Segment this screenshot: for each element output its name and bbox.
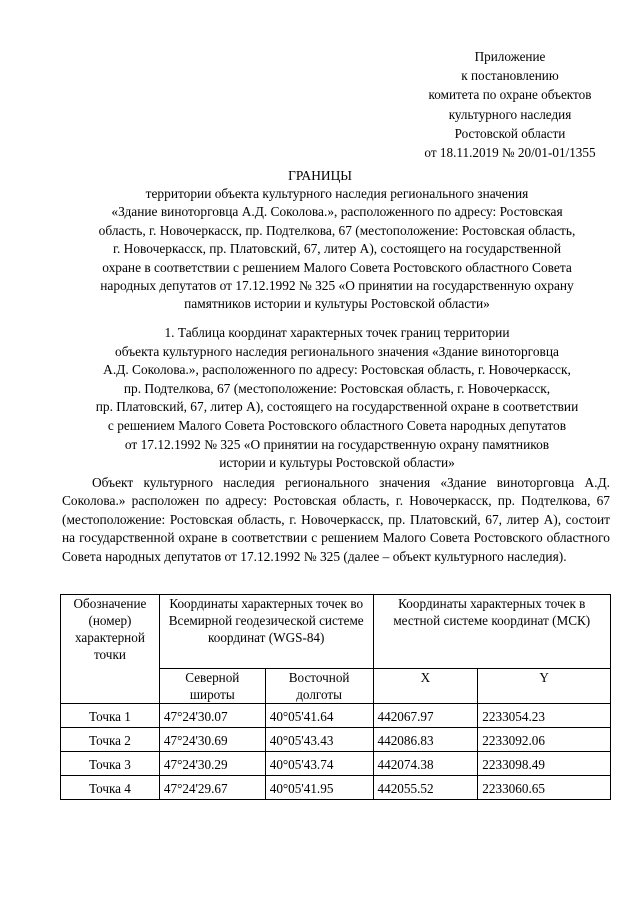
- header-latitude: Северной широты: [159, 669, 265, 704]
- cell-point: Точка 4: [61, 776, 160, 800]
- appendix-line: от 18.11.2019 № 20/01-01/1355: [424, 145, 596, 161]
- cell-point: Точка 2: [61, 728, 160, 752]
- cell-longitude: 40°05'41.95: [265, 776, 373, 800]
- title-line: охране в соответствии с решением Малого Совета Ростовского областного Совета: [102, 259, 572, 275]
- cell-latitude: 47°24'30.07: [159, 704, 265, 728]
- appendix-header: [380, 47, 640, 162]
- header-y: Y: [478, 669, 611, 704]
- table-header-row: [61, 595, 611, 669]
- cell-longitude: 40°05'43.74: [265, 752, 373, 776]
- caption-line: объекта культурного наследия регионального значения «Здание виноторговца: [115, 343, 559, 359]
- appendix-line: к постановлению: [461, 68, 559, 84]
- appendix-line: Приложение: [474, 49, 546, 64]
- table-caption: [62, 324, 612, 473]
- cell-y: 2233098.49: [478, 752, 611, 776]
- title-line: памятников истории и культуры Ростовской области»: [184, 296, 490, 312]
- table-row: [61, 728, 611, 752]
- title-line: территории объекта культурного наследия регионального значения: [145, 186, 529, 201]
- body-paragraph: Объект культурного наследия регионального значения «Здание виноторговца А.Д. Соколова.» расположен по адресу: Ростовская область, г. Новочеркасск, пр. Подтелкова, 67 (местоположение: Ростовская область, г. Новочеркасск, пр. Платовский, 67, литер А), состоит на государственной охране в соответствии с решением Малого Совета Ростовского областного Совета народных депутатов от 17.12.1992 № 325 (далее – объект культурного наследия).: [62, 475, 610, 564]
- cell-y: 2233060.65: [478, 776, 611, 800]
- cell-point: Точка 3: [61, 752, 160, 776]
- table-row: [61, 704, 611, 728]
- cell-x: 442055.52: [373, 776, 478, 800]
- coordinates-table: [60, 594, 611, 800]
- header-point: Обозначение (номер) характерной точки: [61, 595, 160, 704]
- cell-latitude: 47°24'29.67: [159, 776, 265, 800]
- header-longitude: Восточной долготы: [265, 669, 373, 704]
- header-msk: Координаты характерных точек в местной системе координат (МСК): [373, 595, 610, 669]
- caption-line: пр. Подтелкова, 67 (местоположение: Ростовская область, г. Новочеркасск,: [123, 380, 551, 396]
- document-title: [62, 185, 612, 314]
- table-row: [61, 752, 611, 776]
- title-line: народных депутатов от 17.12.1992 № 325 «О принятии на государственную охрану: [100, 278, 574, 294]
- header-x: X: [373, 669, 478, 704]
- cell-y: 2233054.23: [478, 704, 611, 728]
- caption-line: А.Д. Соколова.», расположенного по адресу: Ростовская область, г. Новочеркасск,: [103, 362, 571, 378]
- header-wgs84: Координаты характерных точек во Всемирной геодезической системе координат (WGS-84): [159, 595, 373, 669]
- cell-x: 442086.83: [373, 728, 478, 752]
- caption-line: истории и культуры Ростовской области»: [219, 455, 455, 471]
- cell-latitude: 47°24'30.69: [159, 728, 265, 752]
- document-heading: ГРАНИЦЫ: [288, 168, 352, 183]
- caption-line: 1. Таблица координат характерных точек границ территории: [164, 325, 510, 340]
- caption-line: от 17.12.1992 № 325 «О принятии на государственную охрану памятников: [124, 436, 550, 452]
- cell-x: 442074.38: [373, 752, 478, 776]
- table-row: [61, 776, 611, 800]
- cell-point: Точка 1: [61, 704, 160, 728]
- cell-latitude: 47°24'30.29: [159, 752, 265, 776]
- appendix-line: Ростовской области: [454, 125, 566, 141]
- cell-longitude: 40°05'43.43: [265, 728, 373, 752]
- cell-y: 2233092.06: [478, 728, 611, 752]
- cell-longitude: 40°05'41.64: [265, 704, 373, 728]
- title-line: область, г. Новочеркасск, пр. Подтелкова, 67 (местоположение: Ростовская область,: [98, 222, 576, 238]
- title-line: г. Новочеркасск, пр. Платовский, 67, литер А), состоящего на государственной: [112, 241, 562, 257]
- cell-x: 442067.97: [373, 704, 478, 728]
- appendix-line: комитета по охране объектов: [428, 87, 592, 103]
- caption-line: с решением Малого Совета Ростовского областного Совета народных депутатов: [107, 417, 567, 433]
- title-line: «Здание виноторговца А.Д. Соколова.», расположенного по адресу: Ростовская: [111, 204, 563, 220]
- caption-line: пр. Платовский, 67, литер А), состоящего на государственной охране в соответствии: [95, 399, 579, 415]
- appendix-line: культурного наследия: [448, 106, 572, 122]
